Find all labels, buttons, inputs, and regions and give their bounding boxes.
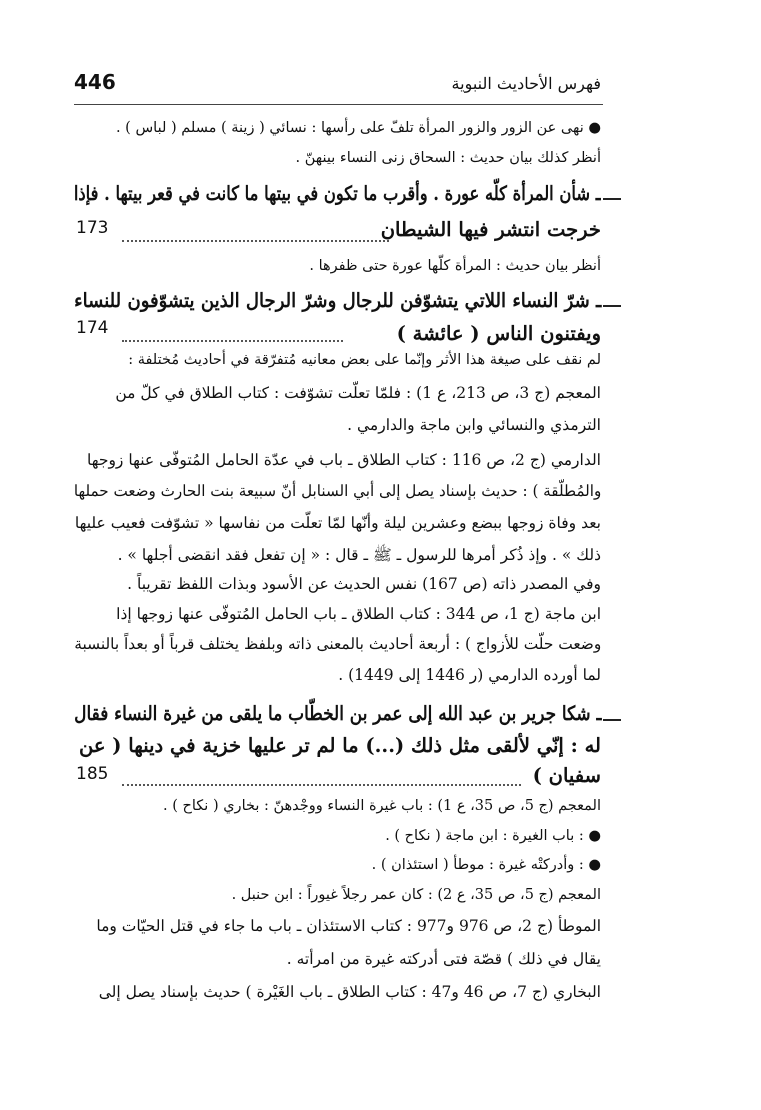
body-line: المعجم (ج 3، ص 213، ع 1) : فلمّا تعلّت تشوّفت : كتاب الطلاق في كلّ من — [115, 384, 601, 402]
hadith-line: ـ شكا جرير بن عبد الله إلى عمر بن الخطّاب ما يلقى من غيرة النساء فقال — [73, 702, 601, 725]
entry-dash — [603, 198, 621, 200]
entry-dash — [603, 719, 621, 721]
hadith-line: ـ شرّ النساء اللاتي يتشوّفن للرجال وشرّ الرجال الذين يتشوّفون للنساء — [73, 289, 601, 312]
hadith-line: ويفتنون الناس ( عائشة ) — [396, 322, 601, 345]
body-line: أنظر كذلك بيان حديث : السحاق زنى النساء بينهنّ . — [295, 150, 601, 166]
body-line: وضعت حلّت للأزواج ) : أربعة أحاديث بالمعنى ذاته وبلفظ يختلف قرباً أو بعداً بالنسبة — [73, 635, 601, 653]
entry-dash — [603, 305, 621, 307]
page-reference: 173 — [76, 218, 109, 238]
page-reference: 174 — [76, 318, 109, 338]
page-number: 446 — [74, 70, 116, 94]
body-line: والمُطلّقة ) : حديث بإسناد يصل إلى أبي السنابل أنّ سبيعة بنت الحارث وضعت حملها — [73, 482, 601, 500]
page-reference: 185 — [76, 764, 109, 784]
hadith-line: سفيان ) — [532, 764, 601, 787]
body-line: يقال في ذلك ) قصّة فتى أدركته غيرة من امرأته . — [286, 950, 601, 968]
body-line: أنظر بيان حديث : المرأة كلّها عورة حتى ظفرها . — [309, 258, 601, 274]
body-line: وفي المصدر ذاته (ص 167) نفس الحديث عن الأسود وبذات اللفظ تقريباً . — [127, 575, 601, 593]
body-line: الترمذي والنسائي وابن ماجة والدارمي . — [347, 416, 601, 434]
body-line: ابن ماجة (ج 1، ص 344 : كتاب الطلاق ـ باب الحامل المُتوفّى عنها زوجها إذا — [116, 605, 601, 623]
body-line: ● : باب الغيرة : ابن ماجة ( نكاح ) . — [385, 828, 601, 844]
body-line: البخاري (ج 7، ص 46 و47 : كتاب الطلاق ـ باب الغَيْرة ) حديث بإسناد يصل إلى — [98, 983, 601, 1001]
hadith-line: ـ شأن المرأة كلّه عورة . وأقرب ما تكون في بيتها ما كانت في قعر بيتها . فإذا — [74, 182, 601, 205]
hadith-line: خرجت انتشر فيها الشيطان — [380, 218, 601, 241]
body-line: المعجم (ج 5، ص 35، ع 1) : باب غيرة النساء ووجْدهنّ : بخاري ( نكاح ) . — [163, 798, 601, 814]
body-line: ذلك » . وإذ ذُكر أمرها للرسول ـ ﷺ ـ قال : « إن تفعل فقد انقضى أجلها » . — [117, 546, 601, 564]
hadith-line: له : إنّي لألقى مثل ذلك (...) ما لم تر عليها خزية في دينها ( عن — [79, 734, 601, 757]
body-line: لما أورده الدارمي (ر 1446 إلى 1449) . — [338, 666, 601, 684]
body-line: الموطأ (ج 2، ص 976 و977 : كتاب الاستئذان ـ باب ما جاء في قتل الحيّات وما — [96, 917, 601, 935]
body-line: المعجم (ج 5، ص 35، ع 2) : كان عمر رجلاً غيوراً : ابن حنبل . — [231, 887, 601, 903]
body-line: لم نقف على صيغة هذا الأثر وإنّما على بعض معانيه مُتفرّقة في أحاديث مُختلفة : — [128, 352, 601, 368]
leader-dots — [122, 784, 521, 786]
running-title: فهرس الأحاديث النبوية — [451, 74, 601, 93]
leader-dots — [122, 340, 343, 342]
body-line: ● نهى عن الزور والزور المرأة تلفّ على رأسها : نسائي ( زينة ) مسلم ( لباس ) . — [115, 120, 601, 136]
body-line: بعد وفاة زوجها ببضع وعشرين ليلة وأنّها لمّا تعلّت من نفاسها « تشوّفت فعيب عليها — [74, 514, 601, 532]
body-line: الدارمي (ج 2، ص 116 : كتاب الطلاق ـ باب في عدّة الحامل المُتوفّى عنها زوجها — [87, 451, 601, 469]
leader-dots — [122, 240, 389, 242]
body-line: ● : وأدركتْه غيرة : موطأ ( استئذان ) . — [371, 857, 601, 873]
header-rule — [74, 104, 603, 105]
